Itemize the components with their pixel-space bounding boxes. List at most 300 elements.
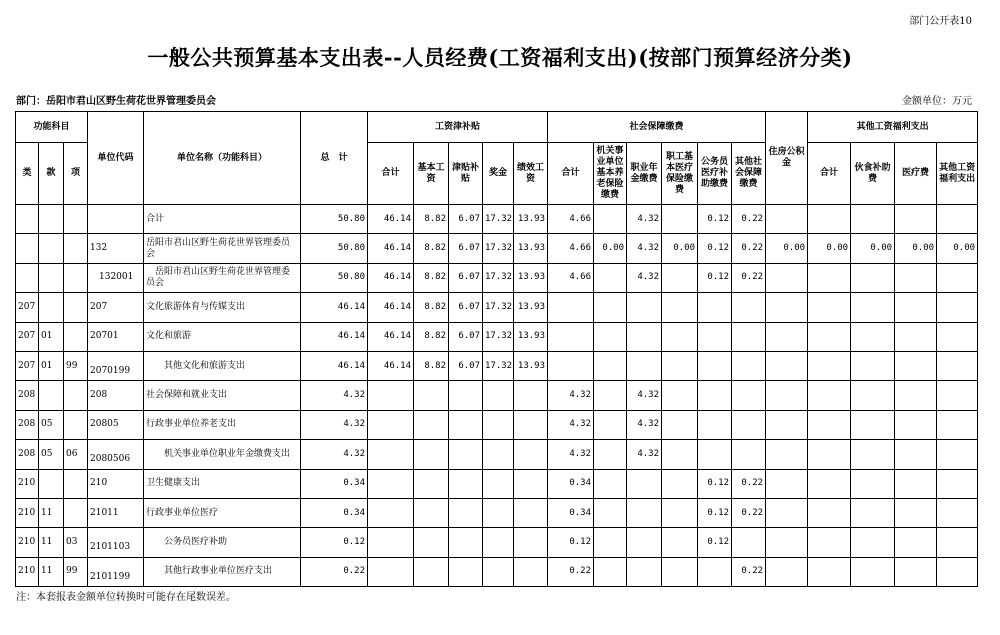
cell-housing xyxy=(766,322,808,351)
cell-meal xyxy=(851,322,895,351)
cell-allowance xyxy=(449,381,483,410)
cell-lei: 208 xyxy=(16,440,39,469)
cell-unit-code xyxy=(88,205,144,234)
cell-social-total: 4.32 xyxy=(548,440,594,469)
cell-pension xyxy=(594,293,627,322)
cell-salary-total xyxy=(368,498,414,527)
cell-bonus xyxy=(483,498,514,527)
cell-xiang: 06 xyxy=(64,440,88,469)
cell-basic-salary xyxy=(414,381,449,410)
cell-bonus: 17.32 xyxy=(483,234,514,263)
cell-social-total: 4.32 xyxy=(548,381,594,410)
header-pension: 机关事业单位基本养老保险缴费 xyxy=(594,143,627,205)
cell-pension xyxy=(594,528,627,557)
cell-medical-fee xyxy=(895,410,937,439)
cell-salary-total xyxy=(368,528,414,557)
cell-meal xyxy=(851,351,895,380)
cell-other-welfare xyxy=(937,205,978,234)
cell-total: 4.32 xyxy=(301,440,368,469)
cell-medical xyxy=(662,557,698,586)
cell-kuan: 01 xyxy=(39,351,64,380)
cell-medical xyxy=(662,351,698,380)
cell-annuity xyxy=(627,351,662,380)
footnote: 注：本套报表金额单位转换时可能存在尾数误差。 xyxy=(16,592,236,603)
cell-salary-total: 46.14 xyxy=(368,205,414,234)
cell-xiang xyxy=(64,263,88,292)
cell-other-social: 0.22 xyxy=(732,469,766,498)
cell-medical: 0.00 xyxy=(662,234,698,263)
cell-allowance xyxy=(449,528,483,557)
cell-basic-salary xyxy=(414,410,449,439)
cell-civil-medical xyxy=(698,381,732,410)
cell-unit-code: 2101103 xyxy=(88,528,144,557)
header-other-group: 其他工资福利支出 xyxy=(808,112,978,143)
cell-bonus xyxy=(483,528,514,557)
cell-unit-code: 20701 xyxy=(88,322,144,351)
cell-bonus: 17.32 xyxy=(483,205,514,234)
cell-other-social: 0.22 xyxy=(732,205,766,234)
cell-other-social: 0.22 xyxy=(732,234,766,263)
cell-unit-code: 132001 xyxy=(88,263,144,292)
cell-social-total: 4.66 xyxy=(548,234,594,263)
cell-housing xyxy=(766,528,808,557)
cell-other-welfare xyxy=(937,440,978,469)
cell-other-total xyxy=(808,322,851,351)
cell-other-social xyxy=(732,440,766,469)
cell-xiang xyxy=(64,234,88,263)
cell-lei: 210 xyxy=(16,528,39,557)
cell-pension xyxy=(594,498,627,527)
cell-housing xyxy=(766,293,808,322)
cell-medical-fee xyxy=(895,498,937,527)
header-func-subject: 功能科目 xyxy=(16,112,88,143)
cell-medical xyxy=(662,528,698,557)
cell-performance xyxy=(514,557,548,586)
cell-lei: 207 xyxy=(16,351,39,380)
cell-medical xyxy=(662,498,698,527)
cell-civil-medical: 0.12 xyxy=(698,263,732,292)
cell-social-total: 0.12 xyxy=(548,528,594,557)
cell-kuan xyxy=(39,263,64,292)
header-performance: 绩效工资 xyxy=(514,143,548,205)
cell-bonus xyxy=(483,557,514,586)
cell-meal xyxy=(851,410,895,439)
cell-medical xyxy=(662,205,698,234)
cell-unit-name: 岳阳市君山区野生荷花世界管理委员会 xyxy=(144,234,301,263)
cell-salary-total: 46.14 xyxy=(368,351,414,380)
cell-performance xyxy=(514,469,548,498)
cell-salary-total xyxy=(368,410,414,439)
cell-unit-code: 2080506 xyxy=(88,440,144,469)
cell-lei: 210 xyxy=(16,557,39,586)
cell-bonus xyxy=(483,410,514,439)
cell-civil-medical xyxy=(698,557,732,586)
cell-kuan: 11 xyxy=(39,498,64,527)
cell-allowance: 6.07 xyxy=(449,263,483,292)
cell-civil-medical xyxy=(698,440,732,469)
cell-housing xyxy=(766,410,808,439)
cell-social-total xyxy=(548,351,594,380)
cell-allowance xyxy=(449,410,483,439)
cell-medical xyxy=(662,381,698,410)
cell-annuity: 4.32 xyxy=(627,234,662,263)
cell-other-social xyxy=(732,351,766,380)
cell-civil-medical: 0.12 xyxy=(698,498,732,527)
header-salary-group: 工资津补贴 xyxy=(368,112,548,143)
cell-xiang xyxy=(64,293,88,322)
cell-xiang xyxy=(64,381,88,410)
cell-basic-salary xyxy=(414,440,449,469)
cell-meal xyxy=(851,469,895,498)
cell-civil-medical: 0.12 xyxy=(698,234,732,263)
cell-meal xyxy=(851,263,895,292)
cell-basic-salary: 8.82 xyxy=(414,234,449,263)
cell-other-welfare xyxy=(937,351,978,380)
cell-total: 46.14 xyxy=(301,322,368,351)
cell-other-social xyxy=(732,410,766,439)
header-unit-code: 单位代码 xyxy=(88,112,144,205)
cell-salary-total xyxy=(368,381,414,410)
cell-unit-code: 207 xyxy=(88,293,144,322)
cell-annuity xyxy=(627,322,662,351)
cell-kuan: 05 xyxy=(39,410,64,439)
cell-unit-name: 岳阳市君山区野生荷花世界管理委员会 xyxy=(144,263,301,292)
cell-unit-name: 公务员医疗补助 xyxy=(144,528,301,557)
cell-bonus xyxy=(483,440,514,469)
cell-annuity xyxy=(627,557,662,586)
table-body xyxy=(16,205,978,587)
unit-label: 金额单位：万元 xyxy=(902,96,972,107)
cell-xiang: 99 xyxy=(64,351,88,380)
cell-total: 0.22 xyxy=(301,557,368,586)
cell-other-total xyxy=(808,528,851,557)
cell-housing xyxy=(766,440,808,469)
cell-annuity xyxy=(627,498,662,527)
cell-salary-total: 46.14 xyxy=(368,293,414,322)
cell-civil-medical xyxy=(698,351,732,380)
cell-meal xyxy=(851,557,895,586)
cell-medical-fee xyxy=(895,322,937,351)
cell-other-welfare xyxy=(937,498,978,527)
table-row xyxy=(16,381,978,410)
department-label: 部门：岳阳市君山区野生荷花世界管理委员会 xyxy=(16,96,216,107)
cell-meal xyxy=(851,293,895,322)
cell-performance xyxy=(514,528,548,557)
cell-basic-salary xyxy=(414,557,449,586)
cell-lei: 210 xyxy=(16,469,39,498)
cell-allowance: 6.07 xyxy=(449,234,483,263)
cell-total: 4.32 xyxy=(301,410,368,439)
cell-total: 50.80 xyxy=(301,234,368,263)
cell-medical-fee xyxy=(895,263,937,292)
cell-bonus: 17.32 xyxy=(483,293,514,322)
cell-medical-fee xyxy=(895,469,937,498)
cell-pension xyxy=(594,322,627,351)
header-bonus: 奖金 xyxy=(483,143,514,205)
header-allowance: 津贴补贴 xyxy=(449,143,483,205)
cell-salary-total: 46.14 xyxy=(368,263,414,292)
cell-unit-code: 132 xyxy=(88,234,144,263)
header-housing: 住房公积金 xyxy=(766,112,808,205)
cell-salary-total xyxy=(368,440,414,469)
cell-other-total xyxy=(808,557,851,586)
cell-kuan: 01 xyxy=(39,322,64,351)
cell-other-total xyxy=(808,205,851,234)
cell-annuity: 4.32 xyxy=(627,205,662,234)
cell-unit-name: 行政事业单位养老支出 xyxy=(144,410,301,439)
header-other-social: 其他社会保障缴费 xyxy=(732,143,766,205)
cell-kuan: 11 xyxy=(39,557,64,586)
cell-annuity: 4.32 xyxy=(627,410,662,439)
cell-other-social xyxy=(732,293,766,322)
cell-other-welfare xyxy=(937,410,978,439)
cell-kuan xyxy=(39,205,64,234)
cell-lei: 207 xyxy=(16,293,39,322)
cell-salary-total xyxy=(368,557,414,586)
cell-pension xyxy=(594,381,627,410)
cell-basic-salary xyxy=(414,469,449,498)
cell-allowance: 6.07 xyxy=(449,293,483,322)
cell-total: 0.34 xyxy=(301,469,368,498)
cell-bonus xyxy=(483,381,514,410)
table-row xyxy=(16,410,978,439)
cell-other-total xyxy=(808,263,851,292)
header-other-welfare: 其他工资福利支出 xyxy=(937,143,978,205)
cell-basic-salary: 8.82 xyxy=(414,351,449,380)
cell-total: 50.80 xyxy=(301,205,368,234)
cell-unit-name: 文化和旅游 xyxy=(144,322,301,351)
cell-lei: 208 xyxy=(16,381,39,410)
cell-social-total: 0.34 xyxy=(548,498,594,527)
cell-social-total: 0.34 xyxy=(548,469,594,498)
cell-xiang: 03 xyxy=(64,528,88,557)
cell-medical-fee xyxy=(895,205,937,234)
table-row xyxy=(16,498,978,527)
cell-other-total xyxy=(808,381,851,410)
cell-xiang xyxy=(64,498,88,527)
cell-other-total xyxy=(808,440,851,469)
cell-other-welfare xyxy=(937,557,978,586)
header-medical-fee: 医疗费 xyxy=(895,143,937,205)
cell-medical xyxy=(662,263,698,292)
cell-other-total xyxy=(808,410,851,439)
cell-xiang: 99 xyxy=(64,557,88,586)
cell-other-total xyxy=(808,351,851,380)
header-xiang: 项 xyxy=(64,143,88,205)
cell-other-welfare xyxy=(937,469,978,498)
page-title: 一般公共预算基本支出表--人员经费(工资福利支出)(按部门预算经济分类) xyxy=(147,45,853,70)
cell-housing xyxy=(766,351,808,380)
cell-basic-salary: 8.82 xyxy=(414,322,449,351)
cell-basic-salary: 8.82 xyxy=(414,293,449,322)
cell-social-total: 0.22 xyxy=(548,557,594,586)
table-row xyxy=(16,263,978,292)
cell-unit-name: 文化旅游体育与传媒支出 xyxy=(144,293,301,322)
cell-xiang xyxy=(64,322,88,351)
cell-kuan: 11 xyxy=(39,528,64,557)
cell-basic-salary: 8.82 xyxy=(414,263,449,292)
cell-other-welfare xyxy=(937,322,978,351)
cell-allowance xyxy=(449,498,483,527)
cell-other-social xyxy=(732,381,766,410)
cell-allowance xyxy=(449,440,483,469)
cell-social-total: 4.66 xyxy=(548,205,594,234)
header-social-group: 社会保障缴费 xyxy=(548,112,766,143)
cell-social-total xyxy=(548,293,594,322)
cell-performance: 13.93 xyxy=(514,293,548,322)
cell-housing xyxy=(766,381,808,410)
cell-other-total xyxy=(808,293,851,322)
cell-total: 46.14 xyxy=(301,293,368,322)
cell-meal: 0.00 xyxy=(851,234,895,263)
cell-allowance: 6.07 xyxy=(449,351,483,380)
cell-performance: 13.93 xyxy=(514,351,548,380)
table-row xyxy=(16,205,978,234)
cell-other-social: 0.22 xyxy=(732,557,766,586)
cell-other-welfare: 0.00 xyxy=(937,234,978,263)
cell-performance: 13.93 xyxy=(514,263,548,292)
cell-lei xyxy=(16,234,39,263)
cell-allowance xyxy=(449,557,483,586)
cell-performance: 13.93 xyxy=(514,234,548,263)
cell-medical-fee xyxy=(895,440,937,469)
cell-allowance: 6.07 xyxy=(449,205,483,234)
cell-bonus xyxy=(483,469,514,498)
header-social-total: 合计 xyxy=(548,143,594,205)
cell-annuity xyxy=(627,469,662,498)
cell-civil-medical: 0.12 xyxy=(698,469,732,498)
cell-pension xyxy=(594,263,627,292)
cell-pension xyxy=(594,557,627,586)
cell-lei: 210 xyxy=(16,498,39,527)
cell-social-total: 4.32 xyxy=(548,410,594,439)
cell-basic-salary xyxy=(414,528,449,557)
cell-unit-name: 卫生健康支出 xyxy=(144,469,301,498)
cell-medical xyxy=(662,322,698,351)
cell-lei xyxy=(16,263,39,292)
header-basic-salary: 基本工资 xyxy=(414,143,449,205)
cell-lei xyxy=(16,205,39,234)
cell-meal xyxy=(851,498,895,527)
cell-other-total: 0.00 xyxy=(808,234,851,263)
cell-xiang xyxy=(64,410,88,439)
header-unit-name: 单位名称（功能科目） xyxy=(144,112,301,205)
cell-medical xyxy=(662,293,698,322)
cell-meal xyxy=(851,205,895,234)
cell-medical xyxy=(662,440,698,469)
cell-total: 0.12 xyxy=(301,528,368,557)
cell-pension xyxy=(594,410,627,439)
header-annuity: 职业年金缴费 xyxy=(627,143,662,205)
cell-housing xyxy=(766,557,808,586)
header-other-total: 合计 xyxy=(808,143,851,205)
cell-pension: 0.00 xyxy=(594,234,627,263)
cell-social-total: 4.66 xyxy=(548,263,594,292)
cell-medical xyxy=(662,469,698,498)
cell-unit-name: 其他文化和旅游支出 xyxy=(144,351,301,380)
cell-annuity xyxy=(627,293,662,322)
table-row xyxy=(16,440,978,469)
cell-medical-fee xyxy=(895,381,937,410)
table-row xyxy=(16,528,978,557)
cell-salary-total: 46.14 xyxy=(368,322,414,351)
cell-unit-code: 2070199 xyxy=(88,351,144,380)
table-row xyxy=(16,234,978,263)
cell-other-social: 0.22 xyxy=(732,498,766,527)
cell-civil-medical xyxy=(698,322,732,351)
cell-performance xyxy=(514,498,548,527)
cell-total: 0.34 xyxy=(301,498,368,527)
cell-performance xyxy=(514,440,548,469)
cell-annuity: 4.32 xyxy=(627,381,662,410)
cell-housing: 0.00 xyxy=(766,234,808,263)
cell-allowance: 6.07 xyxy=(449,322,483,351)
cell-medical-fee xyxy=(895,293,937,322)
cell-other-welfare xyxy=(937,381,978,410)
header-meal: 伙食补助费 xyxy=(851,143,895,205)
cell-performance: 13.93 xyxy=(514,322,548,351)
cell-xiang xyxy=(64,205,88,234)
cell-bonus: 17.32 xyxy=(483,263,514,292)
cell-medical-fee xyxy=(895,351,937,380)
cell-civil-medical xyxy=(698,410,732,439)
cell-annuity: 4.32 xyxy=(627,440,662,469)
cell-kuan xyxy=(39,293,64,322)
header-row-1 xyxy=(16,112,978,143)
cell-kuan xyxy=(39,381,64,410)
cell-housing xyxy=(766,498,808,527)
cell-performance xyxy=(514,410,548,439)
cell-basic-salary: 8.82 xyxy=(414,205,449,234)
cell-civil-medical: 0.12 xyxy=(698,528,732,557)
cell-salary-total: 46.14 xyxy=(368,234,414,263)
table-row xyxy=(16,293,978,322)
cell-meal xyxy=(851,440,895,469)
cell-medical xyxy=(662,410,698,439)
cell-other-welfare xyxy=(937,263,978,292)
cell-kuan xyxy=(39,469,64,498)
cell-civil-medical: 0.12 xyxy=(698,205,732,234)
cell-civil-medical xyxy=(698,293,732,322)
cell-total: 4.32 xyxy=(301,381,368,410)
cell-xiang xyxy=(64,469,88,498)
cell-other-welfare xyxy=(937,528,978,557)
cell-annuity: 4.32 xyxy=(627,263,662,292)
cell-other-welfare xyxy=(937,293,978,322)
cell-performance xyxy=(514,381,548,410)
cell-pension xyxy=(594,440,627,469)
cell-bonus: 17.32 xyxy=(483,351,514,380)
cell-medical-fee: 0.00 xyxy=(895,234,937,263)
cell-unit-name: 社会保障和就业支出 xyxy=(144,381,301,410)
cell-unit-code: 21011 xyxy=(88,498,144,527)
cell-meal xyxy=(851,528,895,557)
table-row xyxy=(16,351,978,380)
cell-unit-name: 合计 xyxy=(144,205,301,234)
cell-pension xyxy=(594,469,627,498)
cell-bonus: 17.32 xyxy=(483,322,514,351)
cell-performance: 13.93 xyxy=(514,205,548,234)
cell-unit-code: 20805 xyxy=(88,410,144,439)
cell-housing xyxy=(766,205,808,234)
header-total: 总 计 xyxy=(301,112,368,205)
cell-total: 46.14 xyxy=(301,351,368,380)
cell-total: 50.80 xyxy=(301,263,368,292)
header-salary-total: 合计 xyxy=(368,143,414,205)
table-row xyxy=(16,557,978,586)
cell-kuan xyxy=(39,234,64,263)
cell-lei: 208 xyxy=(16,410,39,439)
